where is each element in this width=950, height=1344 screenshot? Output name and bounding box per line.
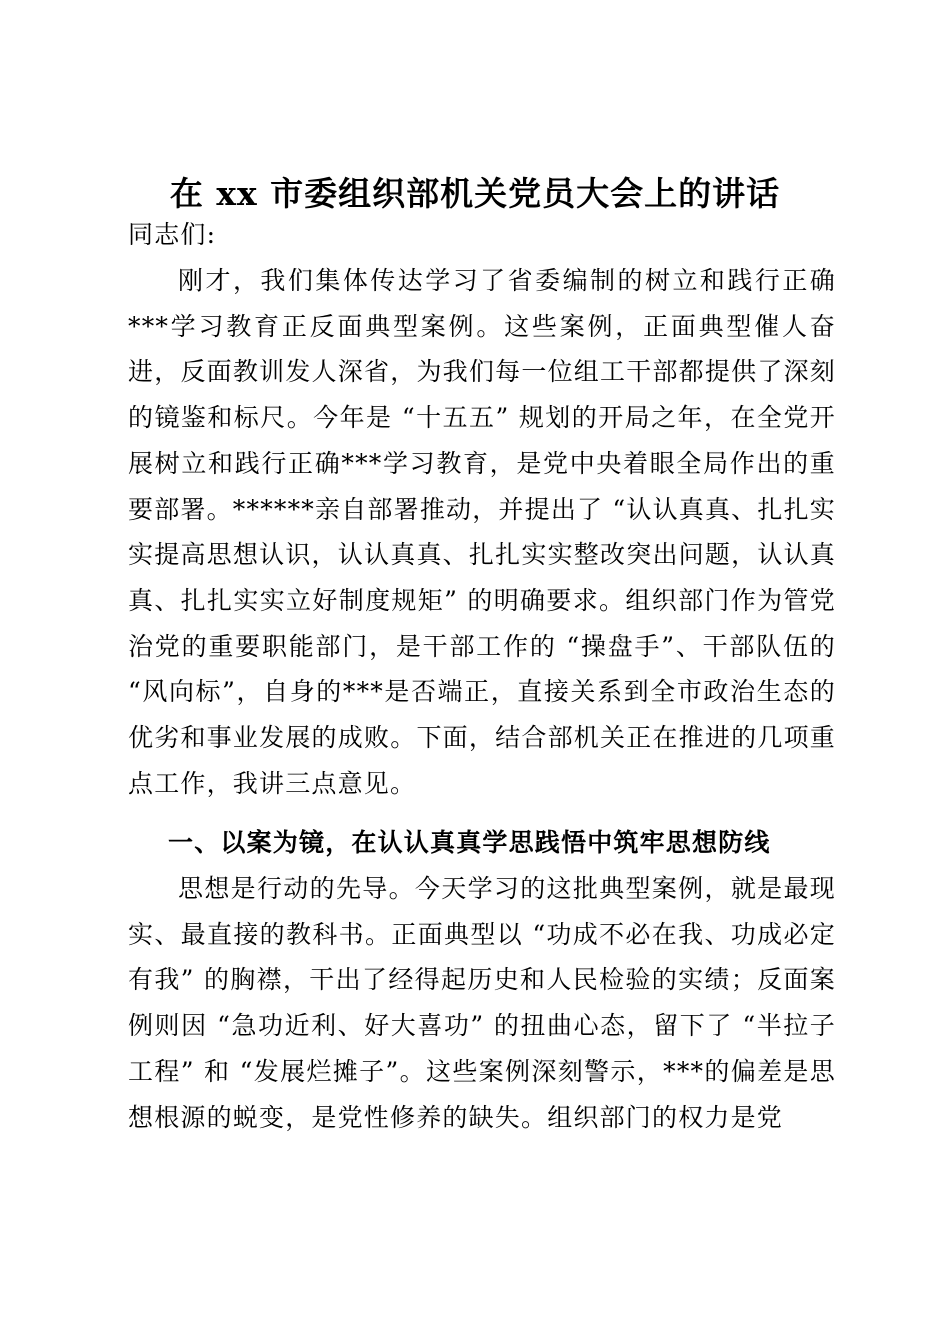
greeting: 同志们: bbox=[128, 220, 217, 249]
section-heading-1: 一、以案为镜，在认认真真学思践悟中筑牢思想防线 bbox=[168, 828, 771, 857]
document-title: 在 xx 市委组织部机关党员大会上的讲话 bbox=[169, 174, 781, 213]
paragraph-intro: 刚才，我们集体传达学习了省委编制的树立和践行正确***学习教育正反面典型案例。这些案例，正面典型催人奋进，反面教训发人深省，为我们每一位组工干部都提供了深刻的镜鉴和标尺。今年是 “十五五” 规划的开局之年，在全党开展树立和践行正确***学习教育，是党中央着眼全局作出的重要部署。******亲自部署推动，并提出了 “认认真真、扎扎实实提高思想认识，认认真真、扎扎实实整改突出问题，认认真真、扎扎实实立好制度规矩” 的明确要求。组织部门作为管党治党的重要职能部门，是干部工作的 “操盘手”、干部队伍的 “风向标”，自身的***是否端正，直接关系到全市政治生态的优劣和事业发展的成败。下面，结合部机关正在推进的几项重点工作，我讲三点意见。 bbox=[128, 266, 836, 798]
paragraph-section-1: 思想是行动的先导。今天学习的这批典型案例，就是最现实、最直接的教科书。正面典型以 “功成不必在我、功成必定有我” 的胸襟，干出了经得起历史和人民检验的实绩；反面案例则因 “急功近利、好大喜功” 的扭曲心态，留下了 “半拉子工程” 和 “发展烂摊子”。这些案例深刻警示，***的偏差是思想根源的蜕变，是党性修养的缺失。组织部门的权力是党 bbox=[128, 874, 836, 1132]
